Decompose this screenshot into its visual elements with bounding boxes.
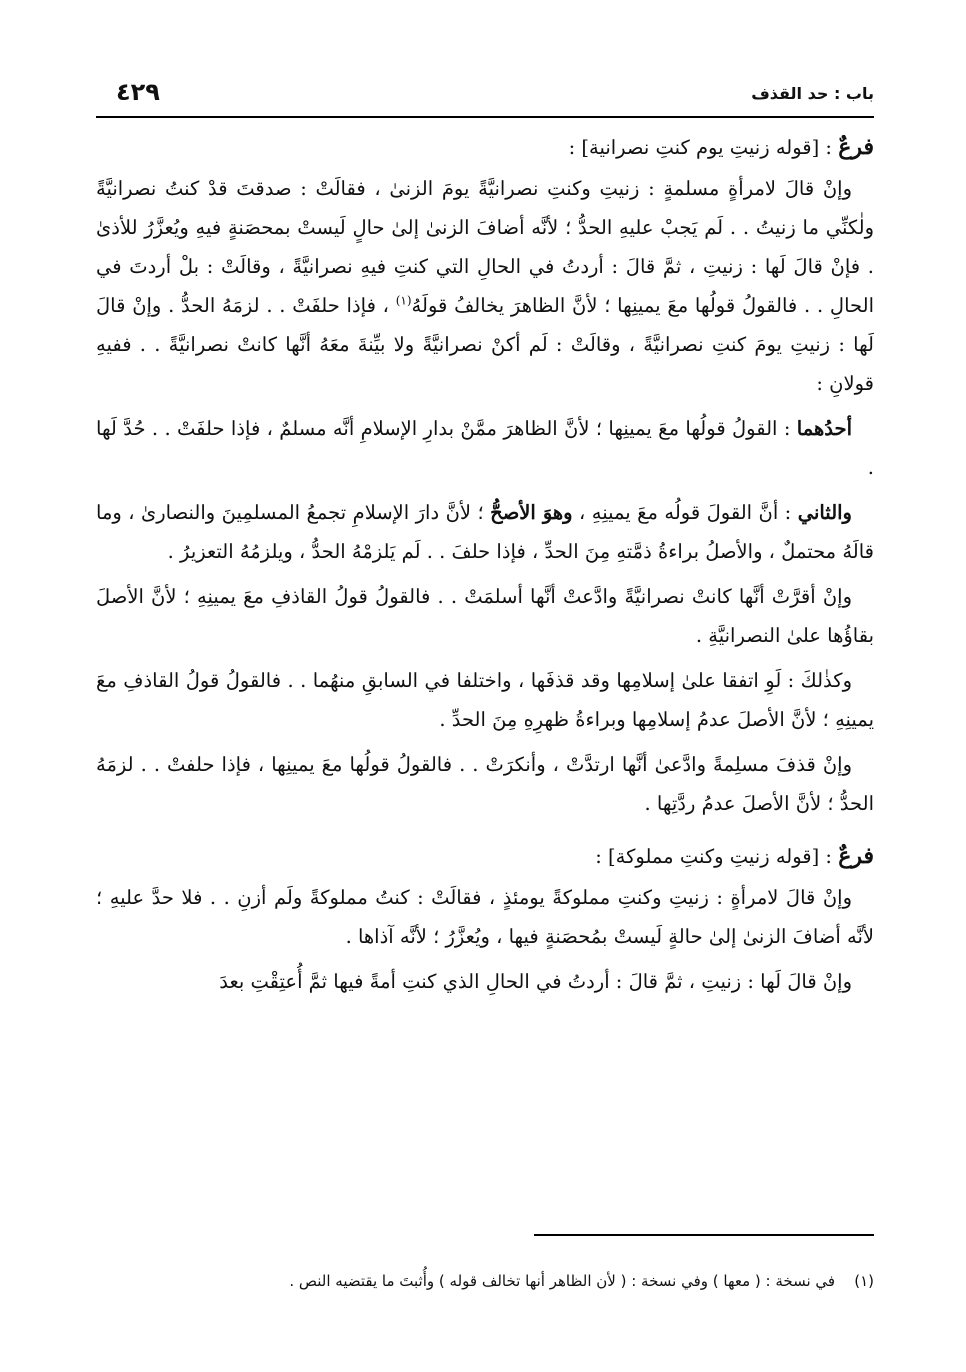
paragraph-text: وكذٰلكَ : لَوِ اتفقا علىٰ إسلامِها وقد قذفَها ، واختلفا في السابقِ منهُما . . فالقولُ قولُ القاذفِ معَ يمينِهِ ؛ لأنَّ الأصلَ عدمُ إسلامِها وبراءةُ ظهرِهِ مِنَ الحدِّ .: [96, 669, 874, 731]
heading-text: : [قوله زنيتِ وكنتِ مملوكة] :: [595, 845, 839, 868]
main-text: [96, 128, 874, 1007]
paragraph-lead: والثاني: [797, 501, 852, 524]
footnote-ref: (١): [395, 293, 412, 308]
heading-text: : [قوله زنيتِ يوم كنتِ نصرانية] :: [568, 136, 839, 159]
paragraph-text: : أنَّ القولَ قولُه معَ يمينِهِ ،: [572, 501, 798, 524]
chapter-title: باب : حد القذف: [751, 84, 874, 103]
paragraph: [96, 169, 874, 403]
running-header: [96, 78, 874, 112]
paragraph-text: وإنْ أقرَّتْ أنَّها كانتْ نصرانيَّةً وادَّعتْ أنَّها أسلمَتْ . . فالقولُ قولُ القاذفِ معَ يمينِهِ ؛ لأنَّ الأصلَ بقاؤُها علىٰ النصرانيَّةِ .: [96, 585, 874, 647]
paragraph-text: وإنْ قذفَ مسلِمةً وادَّعىٰ أنَّها ارتدَّتْ ، وأنكرَتْ . . فالقولُ قولُها معَ يمينِها ، فإذا حلفتْ . . لزمَهُ الحدُّ ؛ لأنَّ الأصلَ عدمُ ردَّتِها .: [96, 753, 874, 815]
paragraph: [96, 661, 874, 739]
paragraph-text-cont: ؛ لأنَّ دارَ الإسلامِ تجمعُ المسلمِينَ والنصارىٰ ، وما قالَهُ محتملٌ ، والأصلُ براءةُ ذمَّتهِ مِنَ الحدِّ ، فإذا حلفَ . . لَم يَلزمْهُ الحدُّ ، ويلزمُهُ التعزيرُ .: [96, 501, 874, 563]
paragraph-text-cont: ، فإذا حلفَتْ . . لزمَهُ الحدُّ . وإنْ قالَ لَها : زنيتِ يومَ كنتِ نصرانيَّةً ، وقالَتْ : لَم أكنْ نصرانيَّةً ولا بيِّنةَ معَهُ أنَّها كانتْ نصرانيَّةً . . ففيهِ قولانِ :: [96, 294, 874, 395]
paragraph-text: : القولُ قولُها معَ يمينِها ؛ لأنَّ الظاهرَ ممَّنْ بدارِ الإسلامِ أنَّه مسلمٌ ، فإذا حلفَتْ . . حُدَّ لَها .: [96, 417, 874, 479]
paragraph: [96, 745, 874, 823]
footnote-divider: [534, 1234, 874, 1236]
paragraph-lead: أحدُهما: [796, 417, 852, 440]
paragraph-text: وإنْ قالَ لَها : زنيتِ ، ثمَّ قالَ : أردتُ في الحالِ الذي كنتِ أمةً فيها ثمَّ أُعتِقْتِ بعدَ: [219, 970, 852, 993]
footnote: [96, 1268, 874, 1294]
subsection-heading: [96, 128, 874, 167]
header-divider: [96, 116, 874, 118]
footnote-marker: (١): [854, 1272, 874, 1290]
paragraph: [96, 577, 874, 655]
footnote-text: في نسخة : ( معها ) وفي نسخة : ( لأن الظاهر أنها تخالف قوله ) وأُثبتَ ما يقتضيه النص .: [289, 1272, 836, 1290]
subsection-heading: [96, 837, 874, 876]
paragraph: [96, 493, 874, 571]
emphasis-text: وهوَ الأصحُّ: [490, 501, 573, 524]
paragraph-text: وإنْ قالَ لامرأةٍ : زنيتِ وكنتِ مملوكةً يومئذٍ ، فقالَتْ : كنتُ مملوكةً ولَم أزنِ . . فلا حدَّ عليهِ ؛ لأنَّه أضافَ الزنىٰ إلىٰ حالةٍ لَيستْ بمُحصَنةٍ فيها ، ويُعزَّرُ ؛ لأنَّه آذاها .: [96, 886, 874, 948]
heading-lead: فرعٌ: [838, 843, 874, 869]
heading-lead: فرعٌ: [838, 134, 874, 160]
paragraph: [96, 962, 874, 1001]
paragraph-text: وإنْ قالَ لامرأةٍ مسلمةٍ : زنيتِ وكنتِ نصرانيَّةً يومَ الزنىٰ ، فقالَتْ : صدقتَ قدْ كنتُ نصرانيَّةً ولٰكنِّي ما زنيتُ . . لَم يَجبْ عليهِ الحدُّ ؛ لأنَّه أضافَ الزنىٰ إلىٰ حالٍ لَيستْ بمحصَنةٍ فيهِ ويُعزَّرُ للأذىٰ . فإنْ قالَ لَها : زنيتِ ، ثمَّ قالَ : أردتُ في الحالِ التي كنتِ فيهِ نصرانيَّةً ، وقالَتْ : بلْ أردتَ في الحالِ . . فالقولُ قولُها معَ يمينِها ؛ لأنَّ الظاهرَ يخالفُ قولَهُ: [96, 177, 874, 317]
paragraph: [96, 878, 874, 956]
paragraph: [96, 409, 874, 487]
page-number: ٤٢٩: [116, 78, 160, 106]
